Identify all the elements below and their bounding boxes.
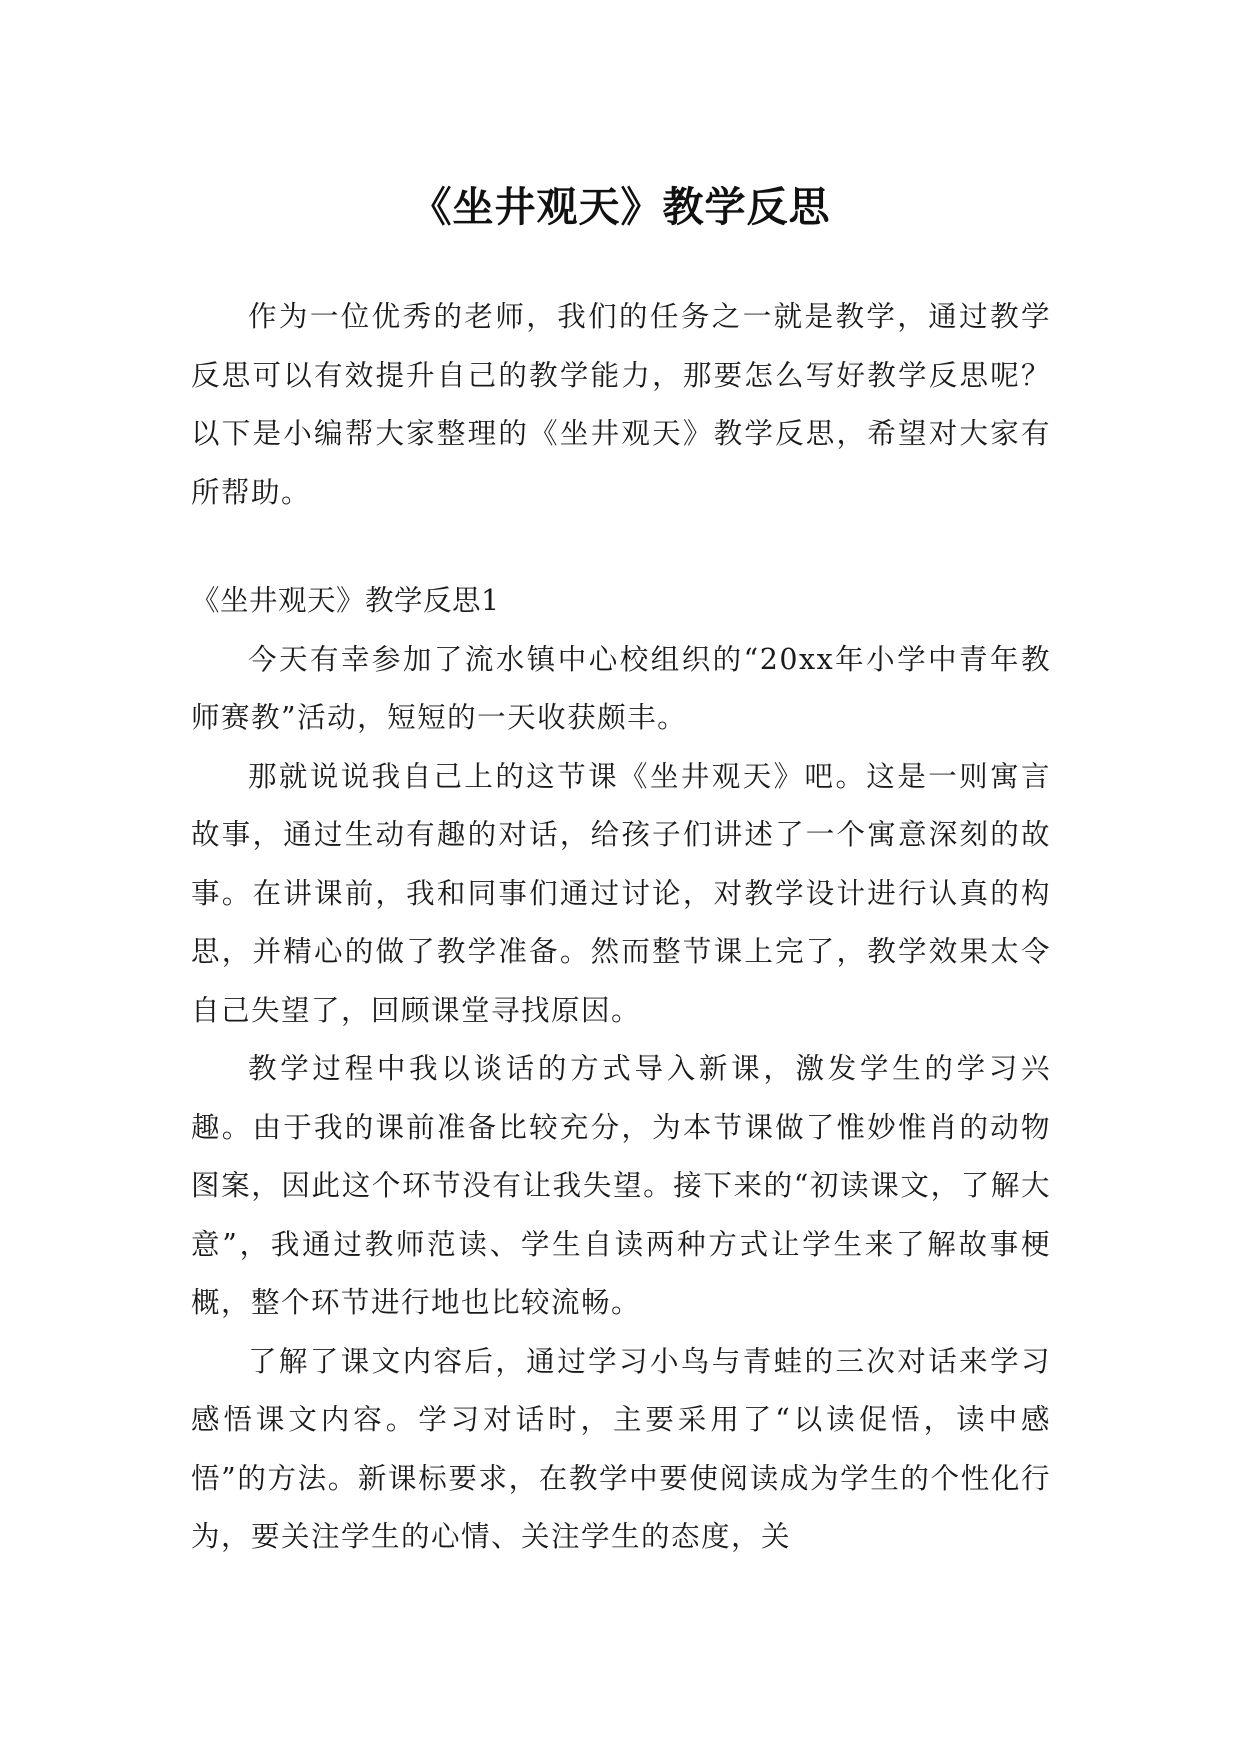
section-heading: 《坐井观天》教学反思1 <box>191 584 500 617</box>
intro-paragraph: 作为一位优秀的老师，我们的任务之一就是教学，通过教学反思可以有效提升自己的教学能力，那要怎么写好教学反思呢？以下是小编帮大家整理的《坐井观天》教学反思，希望对大家有所帮助。 <box>191 300 1051 509</box>
body-paragraph: 今天有幸参加了流水镇中心校组织的“20xx年小学中青年教师赛教”活动，短短的一天收获颇丰。 <box>191 642 1051 734</box>
body-paragraph: 了解了课文内容后，通过学习小鸟与青蛙的三次对话来学习感悟课文内容。学习对话时，主要采用了“以读促悟，读中感悟”的方法。新课标要求，在教学中要使阅读成为学生的个性化行为，要关注学生的心情、关注学生的态度，关 <box>191 1344 1051 1553</box>
intro-section <box>191 288 1051 522</box>
reflection-section-1 <box>191 572 1051 1567</box>
document-title: 《坐井观天》教学反思 <box>410 183 831 232</box>
body-paragraph: 教学过程中我以谈话的方式导入新课，激发学生的学习兴趣。由于我的课前准备比较充分，为本节课做了惟妙惟肖的动物图案，因此这个环节没有让我失望。接下来的“初读课文，了解大意”，我通过教师范读、学生自读两种方式让学生来了解故事梗概，整个环节进行地也比较流畅。 <box>191 1052 1051 1319</box>
body-paragraph: 那就说说我自己上的这节课《坐井观天》吧。这是一则寓言故事，通过生动有趣的对话，给孩子们讲述了一个寓意深刻的故事。在讲课前，我和同事们通过讨论，对教学设计进行认真的构思，并精心的做了教学准备。然而整节课上完了，教学效果太令自己失望了，回顾课堂寻找原因。 <box>191 759 1051 1027</box>
